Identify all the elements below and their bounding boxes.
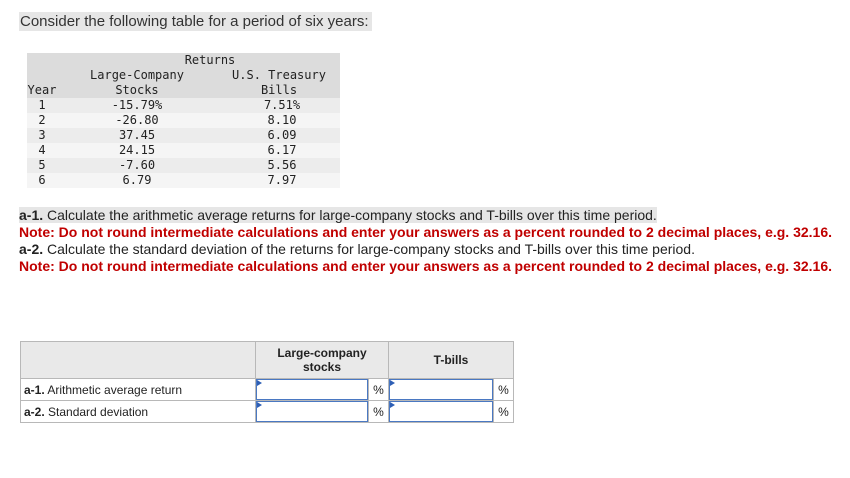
percent-unit: %	[493, 401, 513, 423]
tb-cell: 7.51%	[263, 98, 301, 112]
year-cell: 3	[38, 128, 46, 142]
table-row	[27, 113, 340, 128]
question-a1-note: Note: Do not round intermediate calculations and enter your answers as a percent rounded to 2 decimal places, e.g. 32.16.	[19, 224, 832, 240]
tb-cell: 8.10	[267, 113, 297, 127]
answer-row	[21, 401, 514, 423]
lcs-cell: -26.80	[115, 113, 159, 127]
returns-subheader-row	[27, 68, 340, 83]
question-a2-body: Calculate the standard deviation of the returns for large-company stocks and T-bills over this time period.	[43, 241, 695, 257]
input-box[interactable]	[256, 379, 368, 400]
input-box[interactable]	[389, 379, 493, 400]
input-marker-icon	[390, 402, 395, 408]
table-row	[27, 128, 340, 143]
table-row	[27, 173, 340, 188]
question-block	[19, 207, 849, 275]
input-box[interactable]	[389, 401, 493, 422]
year-header: Year	[27, 83, 57, 97]
table-row	[27, 143, 340, 158]
answer-header-lcs	[256, 342, 389, 379]
input-marker-icon	[257, 380, 262, 386]
question-a2-label: a-2.	[19, 241, 44, 257]
returns-table	[27, 53, 340, 188]
returns-subheader-row-2	[27, 83, 340, 98]
lcs-header-line2: Stocks	[115, 83, 159, 97]
answer-row-label-bold: a-2.	[24, 404, 45, 419]
tb-arith-avg-input[interactable]	[389, 379, 494, 401]
question-a1	[19, 207, 849, 224]
answer-header-lcs-line2: stocks	[302, 360, 342, 374]
year-cell: 5	[38, 158, 46, 172]
question-a1-text	[19, 207, 657, 223]
intro-text: Consider the following table for a period of six years:	[19, 12, 372, 31]
question-a2	[19, 241, 849, 258]
tb-header-line2: Bills	[260, 83, 298, 97]
tb-cell: 6.09	[267, 128, 297, 142]
lcs-cell: 37.45	[118, 128, 156, 142]
lcs-cell: -15.79%	[111, 98, 163, 112]
year-cell: 2	[38, 113, 46, 127]
returns-header-row	[27, 53, 340, 68]
answer-header-row	[21, 342, 514, 379]
lcs-cell: 24.15	[118, 143, 156, 157]
table-row	[27, 98, 340, 113]
question-a1-body: Calculate the arithmetic average returns for large-company stocks and T-bills over this time period.	[43, 207, 657, 223]
answer-row-label-text: Standard deviation	[44, 404, 149, 419]
answer-row-label-text: Arithmetic average return	[44, 382, 183, 397]
year-cell: 1	[38, 98, 46, 112]
returns-group-header: Returns	[127, 53, 293, 68]
tb-cell: 7.97	[267, 173, 297, 187]
input-marker-icon	[257, 402, 262, 408]
question-a1-label: a-1.	[19, 207, 44, 223]
answer-row-label	[21, 401, 256, 423]
tb-cell: 6.17	[267, 143, 297, 157]
answer-row-label	[21, 379, 256, 401]
input-marker-icon	[390, 380, 395, 386]
answer-header-blank	[21, 342, 256, 379]
lcs-std-dev-input[interactable]	[256, 401, 369, 423]
percent-unit: %	[368, 379, 388, 401]
lcs-arith-avg-input[interactable]	[256, 379, 369, 401]
answer-table	[20, 341, 514, 423]
answer-header-lcs-line1: Large-company	[277, 346, 367, 360]
lcs-header-line1: Large-Company	[90, 68, 184, 82]
tb-header-line1: U.S. Treasury	[232, 68, 326, 82]
year-cell: 6	[38, 173, 46, 187]
table-row	[27, 158, 340, 173]
input-box[interactable]	[256, 401, 368, 422]
percent-unit: %	[368, 401, 388, 423]
tb-std-dev-input[interactable]	[389, 401, 494, 423]
tb-cell: 5.56	[267, 158, 297, 172]
question-a2-note: Note: Do not round intermediate calculations and enter your answers as a percent rounded to 2 decimal places, e.g. 32.16.	[19, 258, 832, 274]
answer-row-label-bold: a-1.	[24, 382, 45, 397]
lcs-cell: 6.79	[122, 173, 152, 187]
answer-row	[21, 379, 514, 401]
lcs-cell: -7.60	[118, 158, 156, 172]
answer-header-tbills: T-bills	[389, 342, 514, 379]
year-cell: 4	[38, 143, 46, 157]
percent-unit: %	[493, 379, 513, 401]
